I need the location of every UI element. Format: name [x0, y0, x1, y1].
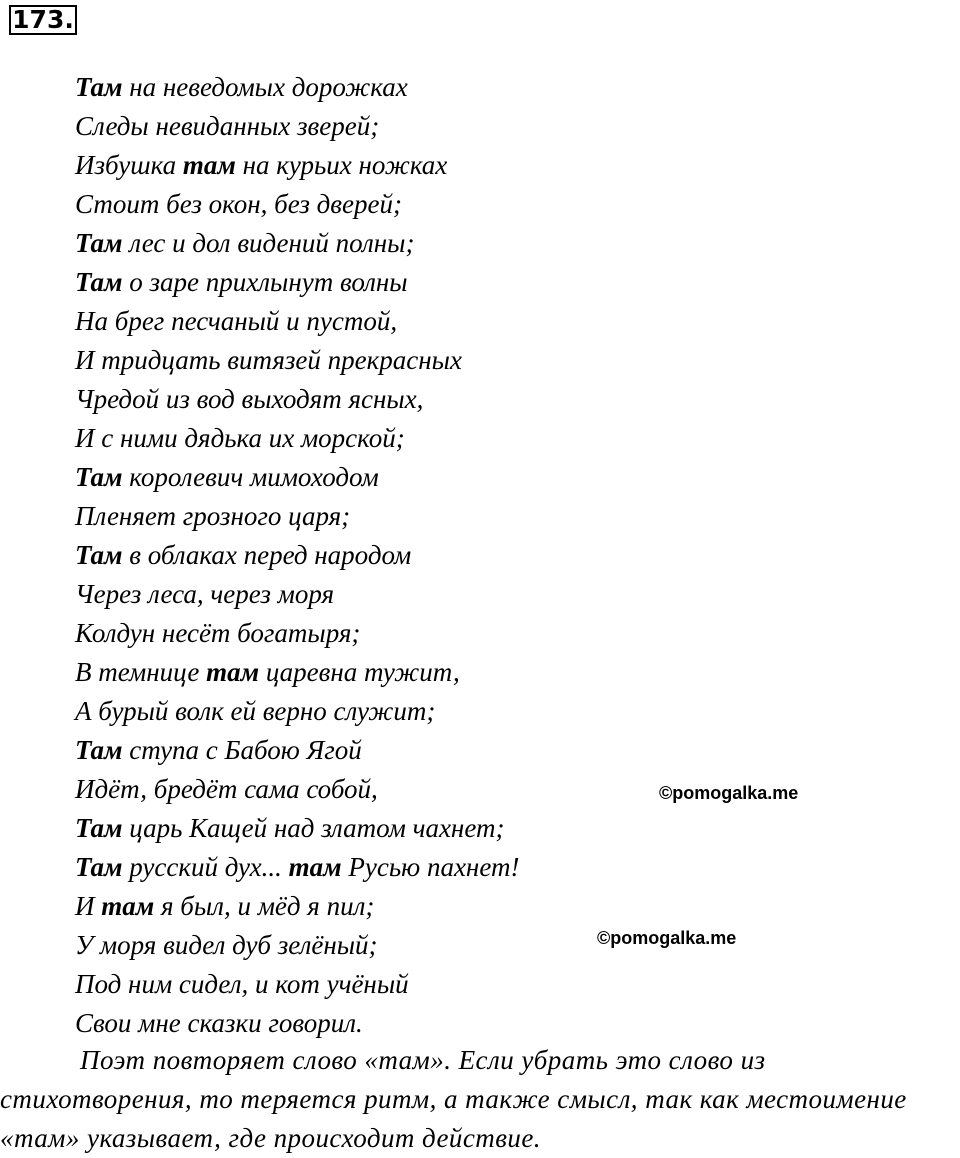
watermark: ©pomogalka.me	[597, 928, 737, 948]
poem-line: Там королевич мимоходом	[75, 462, 379, 492]
poem-line: И с ними дядька их морской;	[75, 423, 405, 453]
poem-line: Через леса, через моря	[75, 579, 335, 609]
poem-line: И тридцать витязей прекрасных	[75, 345, 462, 375]
poem-line: У моря видел дуб зелёный;	[75, 930, 378, 960]
poem-line: Следы невиданных зверей;	[75, 111, 380, 141]
poem-line: Там царь Кащей над златом чахнет;	[75, 813, 505, 843]
poem-line: Свои мне сказки говорил.	[75, 1008, 363, 1038]
explanation-paragraph: Поэт повторяет слово «там». Если убрать это слово из стихотворения, то теряется ритм, а также смысл, так как местоимение «там» указывает, где происходит действие.	[0, 1045, 907, 1153]
poem-line: Пленяет грозного царя;	[75, 501, 351, 531]
poem-line: А бурый волк ей верно служит;	[75, 696, 436, 726]
poem-line: Там русский дух... там Русью пахнет!	[75, 852, 520, 882]
poem	[75, 68, 519, 1043]
watermark: ©pomogalka.me	[659, 783, 799, 803]
poem-line: Избушка там на курьих ножках	[75, 150, 448, 180]
poem-line: На брег песчаный и пустой,	[75, 306, 398, 336]
poem-line: Колдун несёт богатыря;	[75, 618, 361, 648]
poem-line: Там на неведомых дорожках	[75, 72, 408, 102]
poem-line: Там ступа с Бабою Ягой	[75, 735, 362, 765]
poem-line: В темнице там царевна тужит,	[75, 657, 460, 687]
poem-line: Там в облаках перед народом	[75, 540, 412, 570]
poem-line: И там я был, и мёд я пил;	[75, 891, 375, 921]
poem-line: Идёт, бредёт сама собой,	[75, 774, 378, 804]
poem-line: Стоит без окон, без дверей;	[75, 189, 402, 219]
poem-line: Под ним сидел, и кот учёный	[75, 969, 409, 999]
poem-line: Там лес и дол видений полны;	[75, 228, 415, 258]
poem-line: Там о заре прихлынут волны	[75, 267, 408, 297]
poem-line: Чредой из вод выходят ясных,	[75, 384, 424, 414]
exercise-number: 173.	[9, 5, 77, 35]
